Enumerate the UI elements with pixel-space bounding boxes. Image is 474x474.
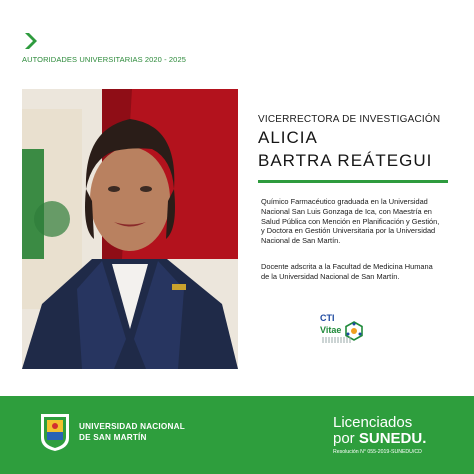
section-label: AUTORIDADES UNIVERSITARIAS 2020 - 2025 <box>22 55 186 64</box>
portrait-photo <box>22 89 238 369</box>
person-name-last: BARTRA REÁTEGUI <box>258 151 433 170</box>
cti-logo-text: CTI <box>320 313 335 323</box>
cti-vitae-logo <box>320 313 366 349</box>
resolution-text: Resolución N° 055-2019-SUNEDU/CD <box>333 449 422 455</box>
bio-paragraph-faculty: Docente adscrita a la Facultad de Medicina Humana de la Universidad Nacional de San Martín. <box>261 262 433 281</box>
licensed-title: Licenciados <box>333 414 413 431</box>
vitae-logo-text: Vitae <box>320 325 342 335</box>
university-name-line1: UNIVERSIDAD NACIONAL <box>79 422 185 431</box>
university-name-line2: DE SAN MARTÍN <box>79 433 147 442</box>
university-seal-icon <box>39 412 71 452</box>
bio-paragraph-education: Químico Farmacéutico graduada en la Universidad Nacional San Luis Gonzaga de Ica, con Maestría en Salud Pública con Mención en Planificación y Gestión, y Doctora en Gestión Universitaria por la Universidad Nacional de San Martín. <box>261 197 440 246</box>
licensed-prefix: por <box>333 430 359 447</box>
chevron-right-icon <box>22 32 40 50</box>
cti-logo-subtitle <box>322 337 352 343</box>
sunedu-brand: SUNEDU. <box>358 430 427 447</box>
person-name-first: ALICIA <box>258 128 318 147</box>
divider <box>258 180 448 183</box>
role-title: VICERRECTORA DE INVESTIGACIÓN <box>258 114 441 125</box>
footer-bar <box>0 396 474 474</box>
licensed-by-line <box>333 430 426 447</box>
